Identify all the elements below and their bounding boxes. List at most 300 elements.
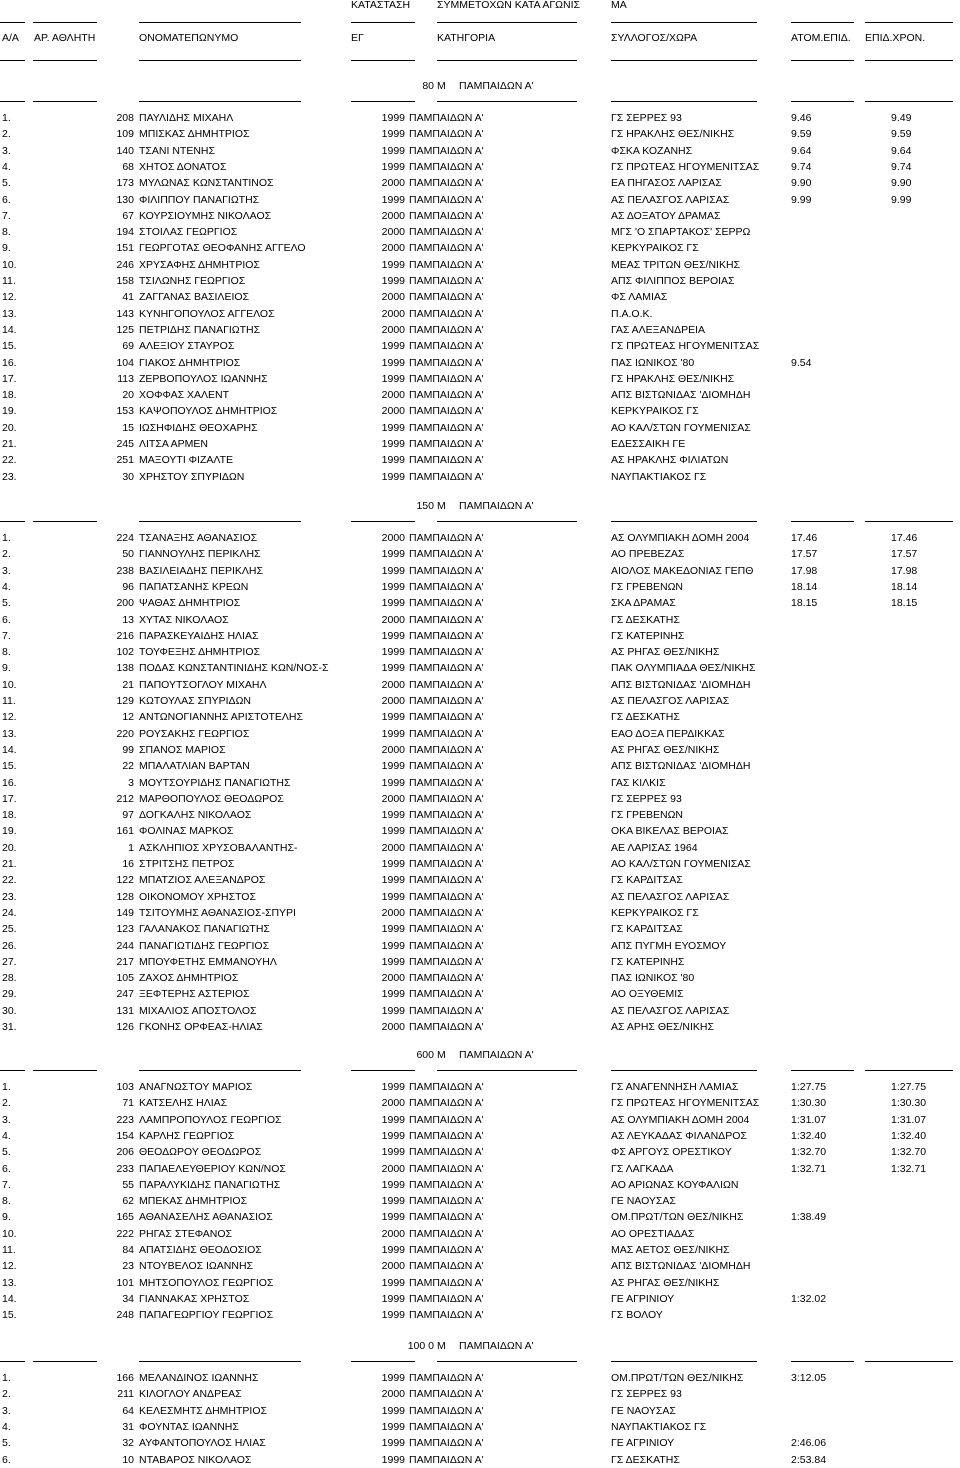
club-cell: ΠΑΣ ΙΩΝΙΚΟΣ '80 xyxy=(611,972,695,985)
category-cell: ΠΑΜΠΑΙΔΩΝ Α' xyxy=(409,1146,484,1159)
rank-cell: 7. xyxy=(2,629,11,642)
athlete-name-cell: ΠΑΠΟΥΤΣΟΓΛΟΥ ΜΙΧΑΗΛ xyxy=(139,678,267,691)
rank-cell: 2. xyxy=(2,128,11,141)
table-row xyxy=(0,530,960,546)
rank-cell: 1. xyxy=(2,1372,11,1384)
table-row xyxy=(0,1079,960,1095)
divider-line xyxy=(611,521,757,522)
category-cell: ΠΑΜΠΑΙΔΩΝ Α' xyxy=(409,809,484,822)
birth-year-cell: 1999 xyxy=(381,1309,405,1322)
personal-best-cell: 9.59 xyxy=(791,128,812,141)
category-cell: ΠΑΜΠΑΙΔΩΝ Α' xyxy=(409,906,484,919)
athlete-name-cell: ΛΙΤΣΑ ΑΡΜΕΝ xyxy=(139,438,208,450)
category-cell: ΠΑΜΠΑΙΔΩΝ Α' xyxy=(409,307,484,320)
athlete-name-cell: ΓΙΑΚΟΣ ΔΗΜΗΤΡΙΟΣ xyxy=(139,356,241,369)
table-row xyxy=(0,469,960,485)
title-right: ΜΑ xyxy=(611,0,627,11)
club-cell: ΓΑΣ ΑΛΕΞΑΝΔΡΕΙΑ xyxy=(611,323,706,336)
table-row xyxy=(0,938,960,954)
table-row xyxy=(0,840,960,856)
event-underline xyxy=(0,1348,960,1364)
club-cell: ΑΣ ΛΕΥΚΑΔΑΣ ΦΙΛΑΝΔΡΟΣ xyxy=(611,1129,747,1142)
category-cell: ΠΑΜΠΑΙΔΩΝ Α' xyxy=(409,209,484,222)
birth-year-cell: 1999 xyxy=(381,825,405,838)
athlete-name-cell: ΠΑΠΑΤΣΑΝΗΣ ΚΡΕΩΝ xyxy=(139,580,249,593)
category-cell: ΠΑΜΠΑΙΔΩΝ Α' xyxy=(409,1372,484,1384)
athlete-name-cell: ΓΙΑΝΝΑΚΑΣ ΧΡΗΣΤΟΣ xyxy=(139,1292,250,1305)
entry-time-cell: 9.74 xyxy=(891,160,912,173)
athlete-name-cell: ΨΑΘΑΣ ΔΗΜΗΤΡΙΟΣ xyxy=(139,597,241,610)
birth-year-cell: 2000 xyxy=(381,323,405,336)
divider-line xyxy=(0,1361,25,1362)
entry-time-cell: 1:32.71 xyxy=(891,1162,927,1175)
birth-year-cell: 1999 xyxy=(381,711,405,724)
rank-cell: 25. xyxy=(2,923,17,936)
birth-year-cell: 1999 xyxy=(381,890,405,903)
club-cell: ΑΕ ΛΑΡΙΣΑΣ 1964 xyxy=(611,841,698,854)
col-entry-time: ΕΠΙΔ.ΧΡΟΝ. xyxy=(865,32,926,44)
athlete-name-cell: ΠΟΔΑΣ ΚΩΝΣΤΑΝΤΙΝΙΔΗΣ ΚΩΝ/ΝΟΣ-Σ xyxy=(139,662,329,675)
bib-cell: 220 xyxy=(116,727,134,740)
birth-year-cell: 2000 xyxy=(381,242,405,255)
bib-cell: 15 xyxy=(122,421,134,434)
divider-line xyxy=(33,1070,97,1071)
athlete-name-cell: ΜΠΕΚΑΣ ΔΗΜΗΤΡΙΟΣ xyxy=(139,1195,248,1208)
club-cell: ΓΣ ΣΕΡΡΕΣ 93 xyxy=(611,792,682,805)
event-category: ΠΑΜΠΑΙΔΩΝ Α' xyxy=(459,1049,534,1061)
bib-cell: 223 xyxy=(116,1113,134,1126)
bib-cell: 166 xyxy=(116,1372,134,1384)
birth-year-cell: 1999 xyxy=(381,1420,405,1433)
column-header xyxy=(0,30,960,46)
birth-year-cell: 2000 xyxy=(381,1388,405,1401)
rank-cell: 5. xyxy=(2,1146,11,1159)
rank-cell: 22. xyxy=(2,454,17,467)
rank-cell: 8. xyxy=(2,1195,11,1208)
athlete-name-cell: ΚΩΤΟΥΛΑΣ ΣΠΥΡΙΔΩΝ xyxy=(139,695,251,707)
table-row xyxy=(0,889,960,905)
birth-year-cell: 1999 xyxy=(381,372,405,385)
athlete-name-cell: ΘΕΟΔΩΡΟΥ ΘΕΟΔΩΡΟΣ xyxy=(139,1146,262,1159)
rank-cell: 9. xyxy=(2,1211,11,1224)
bib-cell: 143 xyxy=(116,307,134,320)
divider-line xyxy=(865,1361,953,1362)
club-cell: ΓΣ ΔΕΣΚΑΤΗΣ xyxy=(611,711,680,724)
club-cell: ΑΣ ΡΗΓΑΣ ΘΕΣ/ΝΙΚΗΣ xyxy=(611,743,720,756)
birth-year-cell: 2000 xyxy=(381,532,405,544)
club-cell: ΑΣ ΑΡΗΣ ΘΕΣ/ΝΙΚΗΣ xyxy=(611,1021,714,1033)
category-cell: ΠΑΜΠΑΙΔΩΝ Α' xyxy=(409,1178,484,1191)
bib-cell: 161 xyxy=(116,825,134,838)
personal-best-cell: 1:32.70 xyxy=(791,1146,827,1159)
bib-cell: 123 xyxy=(116,923,134,936)
athlete-name-cell: ΧΗΤΟΣ ΔΟΝΑΤΟΣ xyxy=(139,160,227,173)
athlete-name-cell: ΓΕΩΡΓΟΤΑΣ ΘΕΟΦΑΝΗΣ ΑΓΓΕΛΟ xyxy=(139,242,306,255)
birth-year-cell: 1999 xyxy=(381,629,405,642)
personal-best-cell: 17.98 xyxy=(791,564,818,577)
rank-cell: 4. xyxy=(2,160,11,173)
col-rank: Α/Α xyxy=(2,32,19,44)
category-cell: ΠΑΜΠΑΙΔΩΝ Α' xyxy=(409,1437,484,1450)
bib-cell: 128 xyxy=(116,890,134,903)
table-row xyxy=(0,921,960,937)
category-cell: ΠΑΜΠΑΙΔΩΝ Α' xyxy=(409,405,484,418)
athlete-name-cell: ΑΣΚΛΗΠΙΟΣ ΧΡΥΣΟΒΑΛΑΝΤΗΣ- xyxy=(139,841,298,854)
bib-cell: 153 xyxy=(116,405,134,418)
athlete-name-cell: ΚΟΥΡΣΙΟΥΜΗΣ ΝΙΚΟΛΑΟΣ xyxy=(139,209,272,222)
club-cell: ΑΠΣ ΒΙΣΤΩΝΙΔΑΣ 'ΔΙΟΜΗΔΗ xyxy=(611,678,751,691)
rank-cell: 11. xyxy=(2,1244,16,1256)
athlete-name-cell: ΚΑΡΛΗΣ ΓΕΩΡΓΙΟΣ xyxy=(139,1129,235,1142)
birth-year-cell: 2000 xyxy=(381,906,405,919)
club-cell: ΑΟ ΚΑΛ/ΣΤΩΝ ΓΟΥΜΕΝΙΣΑΣ xyxy=(611,421,751,434)
birth-year-cell: 1999 xyxy=(381,760,405,773)
bib-cell: 64 xyxy=(122,1404,134,1417)
club-cell: ΑΣ ΟΛΥΜΠΙΑΚΗ ΔΟΜΗ 2004 xyxy=(611,532,750,544)
table-row xyxy=(0,224,960,240)
rank-cell: 10. xyxy=(2,1227,17,1240)
rank-cell: 21. xyxy=(2,438,17,450)
athlete-name-cell: ΜΑΞΟΥΤΙ ΦΙΖΑΛΤΕ xyxy=(139,454,234,467)
club-cell: ΓΣ ΔΕΣΚΑΤΗΣ xyxy=(611,1453,680,1466)
club-cell: ΑΠΣ ΒΙΣΤΩΝΙΔΑΣ 'ΔΙΟΜΗΔΗ xyxy=(611,1260,751,1273)
club-cell: ΓΣ ΣΕΡΡΕΣ 93 xyxy=(611,1388,682,1401)
rank-cell: 22. xyxy=(2,874,17,887)
club-cell: ΓΣ ΠΡΩΤΕΑΣ ΗΓΟΥΜΕΝΙΤΣΑΣ xyxy=(611,340,760,353)
club-cell: ΕΔΕΣΣΑΙΚΗ ΓΕ xyxy=(611,438,686,450)
bib-cell: 125 xyxy=(116,323,134,336)
bib-cell: 245 xyxy=(116,438,134,450)
athlete-name-cell: ΦΟΥΝΤΑΣ ΙΩΑΝΝΗΣ xyxy=(139,1420,239,1433)
club-cell: ΦΣ ΛΑΜΙΑΣ xyxy=(611,291,668,304)
athlete-name-cell: ΧΡΥΣΑΦΗΣ ΔΗΜΗΤΡΙΟΣ xyxy=(139,258,260,271)
birth-year-cell: 1999 xyxy=(381,548,405,561)
athlete-name-cell: ΚΑΨΟΠΟΥΛΟΣ ΔΗΜΗΤΡΙΟΣ xyxy=(139,405,278,418)
table-row xyxy=(0,791,960,807)
club-cell: ΓΕ ΝΑΟΥΣΑΣ xyxy=(611,1195,676,1208)
rank-cell: 12. xyxy=(2,1260,17,1273)
rank-cell: 12. xyxy=(2,291,17,304)
club-cell: ΑΣ ΟΛΥΜΠΙΑΚΗ ΔΟΜΗ 2004 xyxy=(611,1113,750,1126)
bib-cell: 126 xyxy=(116,1021,134,1033)
entry-time-cell: 1:31.07 xyxy=(891,1113,927,1126)
club-cell: ΑΟ ΟΞΥΘΕΜΙΣ xyxy=(611,988,684,1001)
club-cell: ΓΣ ΛΑΓΚΑΔΑ xyxy=(611,1162,674,1175)
entry-time-cell: 18.15 xyxy=(891,597,918,610)
rank-cell: 4. xyxy=(2,580,11,593)
table-row xyxy=(0,1452,960,1468)
table-row xyxy=(0,742,960,758)
table-row xyxy=(0,355,960,371)
birth-year-cell: 1999 xyxy=(381,580,405,593)
birth-year-cell: 1999 xyxy=(381,454,405,467)
rank-cell: 19. xyxy=(2,825,17,838)
birth-year-cell: 1999 xyxy=(381,193,405,206)
bib-cell: 233 xyxy=(116,1162,134,1175)
rank-cell: 5. xyxy=(2,177,11,190)
entry-time-cell: 9.59 xyxy=(891,128,912,141)
category-cell: ΠΑΜΠΑΙΔΩΝ Α' xyxy=(409,421,484,434)
birth-year-cell: 1999 xyxy=(381,438,405,450)
athlete-name-cell: ΠΑΝΑΓΙΩΤΙΔΗΣ ΓΕΩΡΓΙΟΣ xyxy=(139,939,270,952)
rank-cell: 20. xyxy=(2,841,17,854)
personal-best-cell: 2:53.84 xyxy=(791,1453,827,1466)
divider-line xyxy=(351,60,415,61)
birth-year-cell: 1999 xyxy=(381,809,405,822)
club-cell: ΦΣΚΑ ΚΟΖΑΝΗΣ xyxy=(611,144,693,157)
athlete-name-cell: ΜΠΑΤΖΙΟΣ ΑΛΕΞΑΝΔΡΟΣ xyxy=(139,874,266,887)
rank-cell: 6. xyxy=(2,613,11,626)
birth-year-cell: 1999 xyxy=(381,662,405,675)
rank-cell: 1. xyxy=(2,112,11,124)
col-name: ΟΝΟΜΑΤΕΠΩΝΥΜΟ xyxy=(139,32,239,44)
divider-line xyxy=(0,22,25,23)
birth-year-cell: 2000 xyxy=(381,177,405,190)
divider-line xyxy=(791,1070,854,1071)
table-row xyxy=(0,1307,960,1323)
athlete-name-cell: ΖΑΓΓΑΝΑΣ ΒΑΣΙΛΕΙΟΣ xyxy=(139,291,250,304)
category-cell: ΠΑΜΠΑΙΔΩΝ Α' xyxy=(409,1113,484,1126)
rank-cell: 15. xyxy=(2,340,17,353)
rank-cell: 2. xyxy=(2,1388,11,1401)
bib-cell: 13 xyxy=(122,613,134,626)
rank-cell: 17. xyxy=(2,792,17,805)
divider-line xyxy=(865,22,953,23)
bib-cell: 20 xyxy=(122,389,134,402)
bib-cell: 151 xyxy=(116,242,134,255)
category-cell: ΠΑΜΠΑΙΔΩΝ Α' xyxy=(409,1081,484,1093)
rank-cell: 21. xyxy=(2,858,17,870)
table-row xyxy=(0,452,960,468)
athlete-name-cell: ΑΠΑΤΣΙΔΗΣ ΘΕΟΔΟΣΙΟΣ xyxy=(139,1244,262,1256)
rank-cell: 24. xyxy=(2,906,17,919)
category-cell: ΠΑΜΠΑΙΔΩΝ Α' xyxy=(409,128,484,141)
category-cell: ΠΑΜΠΑΙΔΩΝ Α' xyxy=(409,890,484,903)
rank-cell: 2. xyxy=(2,1097,11,1110)
club-cell: ΟΚΑ ΒΙΚΕΛΑΣ ΒΕΡΟΙΑΣ xyxy=(611,825,729,838)
bib-cell: 149 xyxy=(116,906,134,919)
table-row xyxy=(0,175,960,191)
bib-cell: 71 xyxy=(122,1097,134,1110)
entry-time-cell: 17.46 xyxy=(891,532,918,544)
category-cell: ΠΑΜΠΑΙΔΩΝ Α' xyxy=(409,291,484,304)
event-underline xyxy=(0,508,960,524)
table-row xyxy=(0,126,960,142)
bib-cell: 222 xyxy=(116,1227,134,1240)
club-cell: ΦΣ ΑΡΓΟΥΣ ΟΡΕΣΤΙΚΟΥ xyxy=(611,1146,732,1159)
col-personal-best: ΑΤΟΜ.ΕΠΙΔ. xyxy=(791,32,851,44)
athlete-name-cell: ΣΠΑΝΟΣ ΜΑΡΙΟΣ xyxy=(139,743,226,756)
entry-time-cell: 9.64 xyxy=(891,144,912,157)
club-cell: ΓΣ ΓΡΕΒΕΝΩΝ xyxy=(611,809,684,822)
club-cell: ΠΑΚ ΟΛΥΜΠΙΑΔΑ ΘΕΣ/ΝΙΚΗΣ xyxy=(611,662,756,675)
club-cell: ΑΣ ΠΕΛΑΣΓΟΣ ΛΑΡΙΣΑΣ xyxy=(611,695,730,707)
rank-cell: 18. xyxy=(2,389,17,402)
birth-year-cell: 1999 xyxy=(381,564,405,577)
divider-line xyxy=(33,101,97,102)
athlete-name-cell: ΜΠΙΣΚΑΣ ΔΗΜΗΤΡΙΟΣ xyxy=(139,128,250,141)
birth-year-cell: 2000 xyxy=(381,1227,405,1240)
category-cell: ΠΑΜΠΑΙΔΩΝ Α' xyxy=(409,580,484,593)
birth-year-cell: 1999 xyxy=(381,1081,405,1093)
table-row xyxy=(0,970,960,986)
rank-cell: 31. xyxy=(2,1021,17,1033)
club-cell: ΣΚΑ ΔΡΑΜΑΣ xyxy=(611,597,676,610)
divider-line xyxy=(139,22,301,23)
table-row xyxy=(0,823,960,839)
club-cell: ΑΠΣ ΦΙΛΙΠΠΟΣ ΒΕΡΟΙΑΣ xyxy=(611,275,735,287)
rank-cell: 11. xyxy=(2,695,16,707)
category-cell: ΠΑΜΠΑΙΔΩΝ Α' xyxy=(409,323,484,336)
birth-year-cell: 1999 xyxy=(381,421,405,434)
athlete-name-cell: ΑΝΑΓΝΩΣΤΟΥ ΜΑΡΙΟΣ xyxy=(139,1081,253,1093)
category-cell: ΠΑΜΠΑΙΔΩΝ Α' xyxy=(409,841,484,854)
athlete-name-cell: ΣΤΟΙΛΑΣ ΓΕΩΡΓΙΟΣ xyxy=(139,226,238,239)
birth-year-cell: 1999 xyxy=(381,1276,405,1289)
rank-cell: 20. xyxy=(2,421,17,434)
birth-year-cell: 1999 xyxy=(381,275,405,287)
col-bib: ΑΡ. ΑΘΛΗΤΗ xyxy=(34,32,96,44)
personal-best-cell: 9.74 xyxy=(791,160,812,173)
table-row xyxy=(0,954,960,970)
category-cell: ΠΑΜΠΑΙΔΩΝ Α' xyxy=(409,1404,484,1417)
table-row xyxy=(0,420,960,436)
table-row xyxy=(0,726,960,742)
club-cell: ΑΣ ΠΕΛΑΣΓΟΣ ΛΑΡΙΣΑΣ xyxy=(611,890,730,903)
table-row xyxy=(0,257,960,273)
athlete-name-cell: ΤΣΑΝΑΞΗΣ ΑΘΑΝΑΣΙΟΣ xyxy=(139,532,258,544)
divider-line xyxy=(865,1070,953,1071)
divider-line xyxy=(611,22,757,23)
category-cell: ΠΑΜΠΑΙΔΩΝ Α' xyxy=(409,258,484,271)
category-cell: ΠΑΜΠΑΙΔΩΝ Α' xyxy=(409,275,484,287)
category-cell: ΠΑΜΠΑΙΔΩΝ Α' xyxy=(409,760,484,773)
bib-cell: 55 xyxy=(122,1178,134,1191)
table-row xyxy=(0,322,960,338)
bib-cell: 158 xyxy=(116,275,134,287)
athlete-name-cell: ΧΡΗΣΤΟΥ ΣΠΥΡΙΔΩΝ xyxy=(139,470,245,483)
category-cell: ΠΑΜΠΑΙΔΩΝ Α' xyxy=(409,988,484,1001)
category-cell: ΠΑΜΠΑΙΔΩΝ Α' xyxy=(409,1021,484,1033)
athlete-name-cell: ΠΑΠΑΕΛΕΥΘΕΡΙΟΥ ΚΩΝ/ΝΟΣ xyxy=(139,1162,286,1175)
birth-year-cell: 1999 xyxy=(381,923,405,936)
category-cell: ΠΑΜΠΑΙΔΩΝ Α' xyxy=(409,1129,484,1142)
category-cell: ΠΑΜΠΑΙΔΩΝ Α' xyxy=(409,548,484,561)
bib-cell: 1 xyxy=(128,841,134,854)
event-underline xyxy=(0,88,960,104)
category-cell: ΠΑΜΠΑΙΔΩΝ Α' xyxy=(409,695,484,707)
athlete-name-cell: ΑΝΤΩΝΟΓΙΑΝΝΗΣ ΑΡΙΣΤΟΤΕΛΗΣ xyxy=(139,711,304,724)
divider-line xyxy=(791,1361,854,1362)
club-cell: ΑΙΟΛΟΣ ΜΑΚΕΔΟΝΙΑΣ ΓΕΠΘ xyxy=(611,564,754,577)
athlete-name-cell: ΜΟΥΤΣΟΥΡΙΔΗΣ ΠΑΝΑΓΙΩΤΗΣ xyxy=(139,776,291,789)
club-cell: ΓΕ ΑΓΡΙΝΙΟΥ xyxy=(611,1292,675,1305)
bib-cell: 138 xyxy=(116,662,134,675)
rank-cell: 3. xyxy=(2,1404,11,1417)
club-cell: ΓΣ ΠΡΩΤΕΑΣ ΗΓΟΥΜΕΝΙΤΣΑΣ xyxy=(611,1097,760,1110)
rank-cell: 5. xyxy=(2,597,11,610)
personal-best-cell: 1:30.30 xyxy=(791,1097,827,1110)
rank-cell: 9. xyxy=(2,242,11,255)
athlete-name-cell: ΧΥΤΑΣ ΝΙΚΟΛΑΟΣ xyxy=(139,613,229,626)
rank-cell: 8. xyxy=(2,646,11,659)
birth-year-cell: 2000 xyxy=(381,291,405,304)
entry-time-cell: 9.99 xyxy=(891,193,912,206)
birth-year-cell: 2000 xyxy=(381,389,405,402)
athlete-name-cell: ΖΕΡΒΟΠΟΥΛΟΣ ΙΩΑΝΝΗΣ xyxy=(139,372,268,385)
header-underline xyxy=(0,47,960,63)
bib-cell: 238 xyxy=(116,564,134,577)
bib-cell: 194 xyxy=(116,226,134,239)
birth-year-cell: 2000 xyxy=(381,792,405,805)
rank-cell: 13. xyxy=(2,1276,17,1289)
divider-line xyxy=(0,1070,25,1071)
table-row xyxy=(0,1144,960,1160)
club-cell: ΓΣ ΓΡΕΒΕΝΩΝ xyxy=(611,580,684,593)
table-row xyxy=(0,159,960,175)
event-unit: Μ xyxy=(437,1049,446,1061)
category-cell: ΠΑΜΠΑΙΔΩΝ Α' xyxy=(409,1309,484,1322)
category-cell: ΠΑΜΠΑΙΔΩΝ Α' xyxy=(409,858,484,870)
divider-line xyxy=(33,521,97,522)
bib-cell: 23 xyxy=(122,1260,134,1273)
club-cell: ΓΣ ΗΡΑΚΛΗΣ ΘΕΣ/ΝΙΚΗΣ xyxy=(611,128,735,141)
bib-cell: 113 xyxy=(117,372,134,385)
category-cell: ΠΑΜΠΑΙΔΩΝ Α' xyxy=(409,1453,484,1466)
athlete-name-cell: ΞΕΦΤΕΡΗΣ ΑΣΤΕΡΙΟΣ xyxy=(139,988,250,1001)
category-cell: ΠΑΜΠΑΙΔΩΝ Α' xyxy=(409,144,484,157)
athlete-name-cell: ΟΙΚΟΝΟΜΟΥ ΧΡΗΣΤΟΣ xyxy=(139,890,256,903)
table-row xyxy=(0,1242,960,1258)
birth-year-cell: 2000 xyxy=(381,1260,405,1273)
divider-line xyxy=(139,1070,301,1071)
club-cell: ΓΕ ΑΓΡΙΝΙΟΥ xyxy=(611,1437,675,1450)
rank-cell: 8. xyxy=(2,226,11,239)
divider-line xyxy=(0,60,25,61)
athlete-name-cell: ΦΙΛΙΠΠΟΥ ΠΑΝΑΓΙΩΤΗΣ xyxy=(139,193,260,206)
category-cell: ΠΑΜΠΑΙΔΩΝ Α' xyxy=(409,242,484,255)
birth-year-cell: 1999 xyxy=(381,858,405,870)
category-cell: ΠΑΜΠΑΙΔΩΝ Α' xyxy=(409,792,484,805)
athlete-name-cell: ΜΗΤΣΟΠΟΥΛΟΣ ΓΕΩΡΓΙΟΣ xyxy=(139,1276,274,1289)
divider-line xyxy=(33,22,97,23)
table-row xyxy=(0,1226,960,1242)
bib-cell: 224 xyxy=(116,532,134,544)
divider-line xyxy=(437,1361,577,1362)
category-cell: ΠΑΜΠΑΙΔΩΝ Α' xyxy=(409,193,484,206)
category-cell: ΠΑΜΠΑΙΔΩΝ Α' xyxy=(409,727,484,740)
club-cell: ΟΜ.ΠΡΩΤ/ΤΩΝ ΘΕΣ/ΝΙΚΗΣ xyxy=(611,1211,744,1224)
divider-line xyxy=(0,101,25,102)
bib-cell: 30 xyxy=(122,470,134,483)
table-row xyxy=(0,110,960,126)
table-row xyxy=(0,595,960,611)
club-cell: ΜΑΣ ΑΕΤΟΣ ΘΕΣ/ΝΙΚΗΣ xyxy=(611,1244,730,1256)
birth-year-cell: 2000 xyxy=(381,743,405,756)
athlete-name-cell: ΤΣΙΛΩΝΗΣ ΓΕΩΡΓΙΟΣ xyxy=(139,275,246,287)
athlete-name-cell: ΑΥΦΑΝΤΟΠΟΥΛΟΣ ΗΛΙΑΣ xyxy=(139,1437,266,1450)
bib-cell: 102 xyxy=(116,646,134,659)
rank-cell: 28. xyxy=(2,972,17,985)
table-row xyxy=(0,612,960,628)
bib-cell: 244 xyxy=(116,939,134,952)
personal-best-cell: 9.99 xyxy=(791,193,812,206)
rank-cell: 26. xyxy=(2,939,17,952)
table-row xyxy=(0,660,960,676)
event-unit: Μ xyxy=(437,500,446,512)
club-cell: ΠΑΣ ΙΩΝΙΚΟΣ '80 xyxy=(611,356,695,369)
divider-line xyxy=(33,60,97,61)
